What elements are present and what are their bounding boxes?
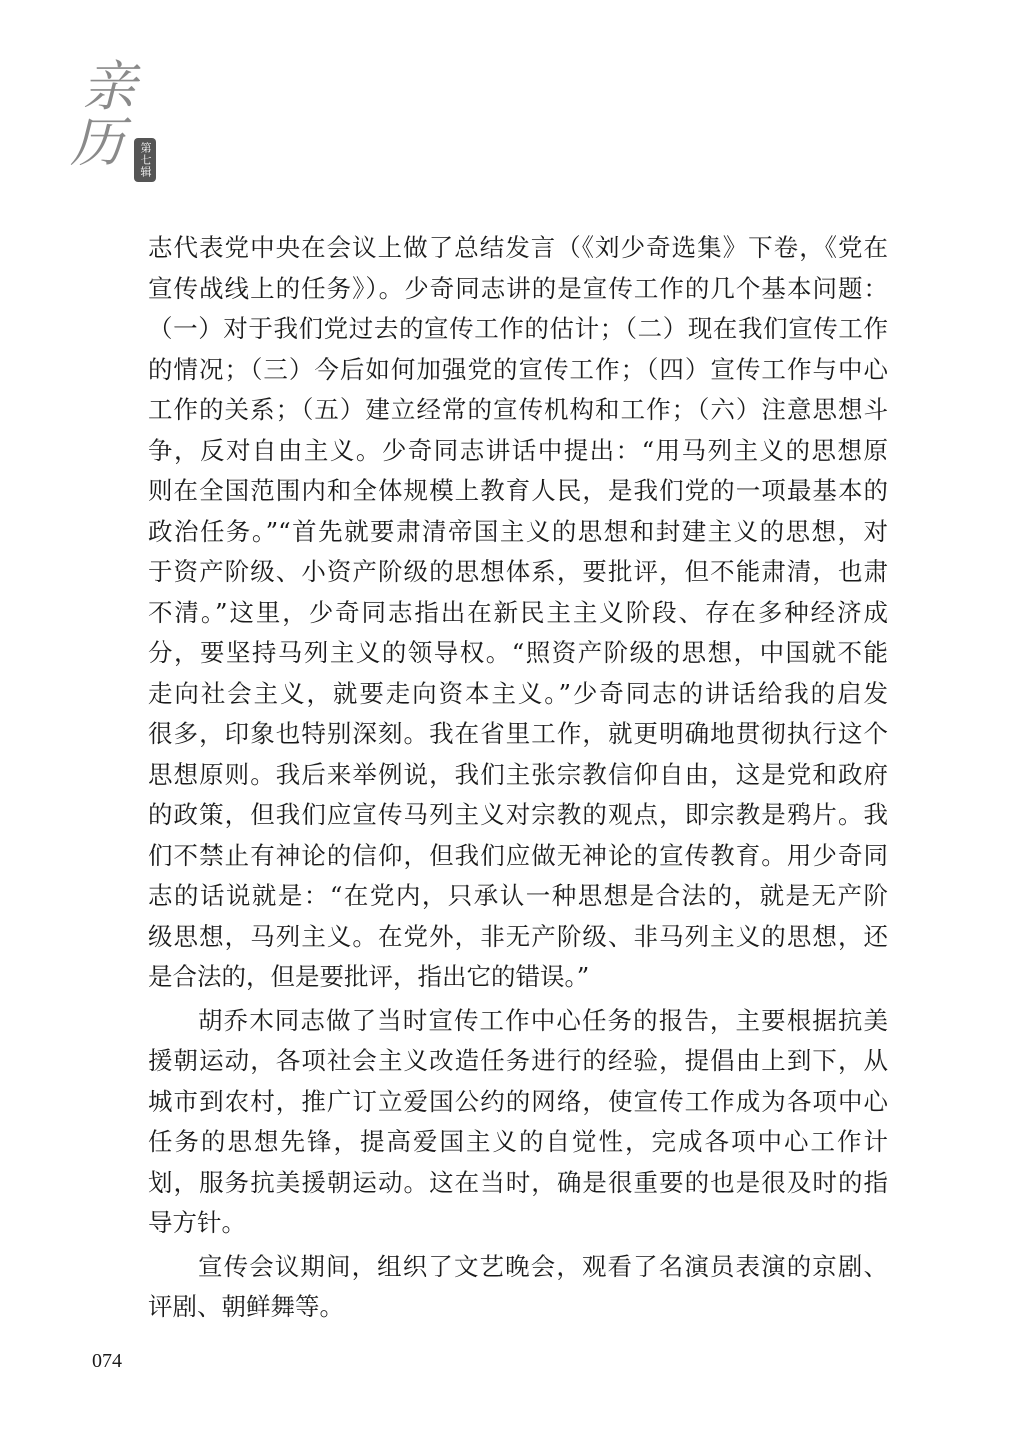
text-line: 于资产阶级、小资产阶级的思想体系，要批评，但不能肃清，也肃 bbox=[148, 557, 888, 586]
text-line: 评剧、朝鲜舞等。 bbox=[148, 1292, 344, 1321]
logo-character-qin: 亲 bbox=[82, 55, 136, 118]
book-logo bbox=[70, 55, 180, 190]
text-line: 任务的思想先锋，提高爱国主义的自觉性，完成各项中心工作计 bbox=[148, 1127, 888, 1156]
text-line: 志的话说就是：“在党内，只承认一种思想是合法的，就是无产阶 bbox=[148, 881, 888, 910]
logo-character-li: 历 bbox=[70, 111, 124, 174]
text-line: （一）对于我们党过去的宣传工作的估计；（二）现在我们宣传工作 bbox=[148, 314, 888, 343]
text-line: 则在全国范围内和全体规模上教育人民，是我们党的一项最基本的 bbox=[148, 476, 888, 505]
text-line: 政治任务。”“首先就要肃清帝国主义的思想和封建主义的思想，对 bbox=[148, 516, 888, 546]
text-line: 划，服务抗美援朝运动。这在当时，确是很重要的也是很及时的指 bbox=[148, 1167, 888, 1197]
text-line: 们不禁止有神论的信仰，但我们应做无神论的宣传教育。用少奇同 bbox=[148, 840, 888, 870]
text-line: 城市到农村，推广订立爱国公约的网络，使宣传工作成为各项中心 bbox=[148, 1086, 888, 1116]
text-line: 宣传会议期间，组织了文艺晚会，观看了名演员表演的京剧、 bbox=[198, 1251, 888, 1281]
text-line: 不清。”这里，少奇同志指出在新民主主义阶段、存在多种经济成 bbox=[148, 597, 888, 627]
text-line: 分，要坚持马列主义的领导权。“照资产阶级的思想，中国就不能 bbox=[148, 638, 888, 667]
text-line: 级思想，马列主义。在党外，非无产阶级、非马列主义的思想，还 bbox=[148, 921, 888, 951]
text-line: 的情况；（三）今后如何加强党的宣传工作；（四）宣传工作与中心 bbox=[148, 354, 888, 384]
text-line: 是合法的，但是要批评，指出它的错误。” bbox=[148, 962, 590, 991]
body-text bbox=[148, 228, 888, 1328]
text-line: 走向社会主义，就要走向资本主义。”少奇同志的讲话给我的启发 bbox=[148, 678, 888, 708]
text-line: 志代表党中央在会议上做了总结发言（《刘少奇选集》下卷，《党在 bbox=[148, 233, 888, 262]
text-line: 争，反对自由主义。少奇同志讲话中提出：“用马列主义的思想原 bbox=[148, 435, 888, 465]
text-line: 思想原则。我后来举例说，我们主张宗教信仰自由，这是党和政府 bbox=[148, 759, 888, 789]
text-line: 很多，印象也特别深刻。我在省里工作，就更明确地贯彻执行这个 bbox=[148, 719, 888, 748]
page-number: 074 bbox=[92, 1350, 122, 1372]
text-line: 援朝运动，各项社会主义改造任务进行的经验，提倡由上到下，从 bbox=[148, 1046, 888, 1075]
text-line: 工作的关系；（五）建立经常的宣传机构和工作；（六）注意思想斗 bbox=[148, 395, 888, 424]
text-line: 导方针。 bbox=[148, 1208, 246, 1237]
text-line: 的政策，但我们应宣传马列主义对宗教的观点，即宗教是鸦片。我 bbox=[148, 800, 888, 829]
logo-seal-stamp: 第七辑 bbox=[134, 138, 156, 182]
text-line: 宣传战线上的任务》）。少奇同志讲的是宣传工作的几个基本问题： bbox=[148, 273, 888, 303]
text-line: 胡乔木同志做了当时宣传工作中心任务的报告，主要根据抗美 bbox=[198, 1005, 888, 1035]
